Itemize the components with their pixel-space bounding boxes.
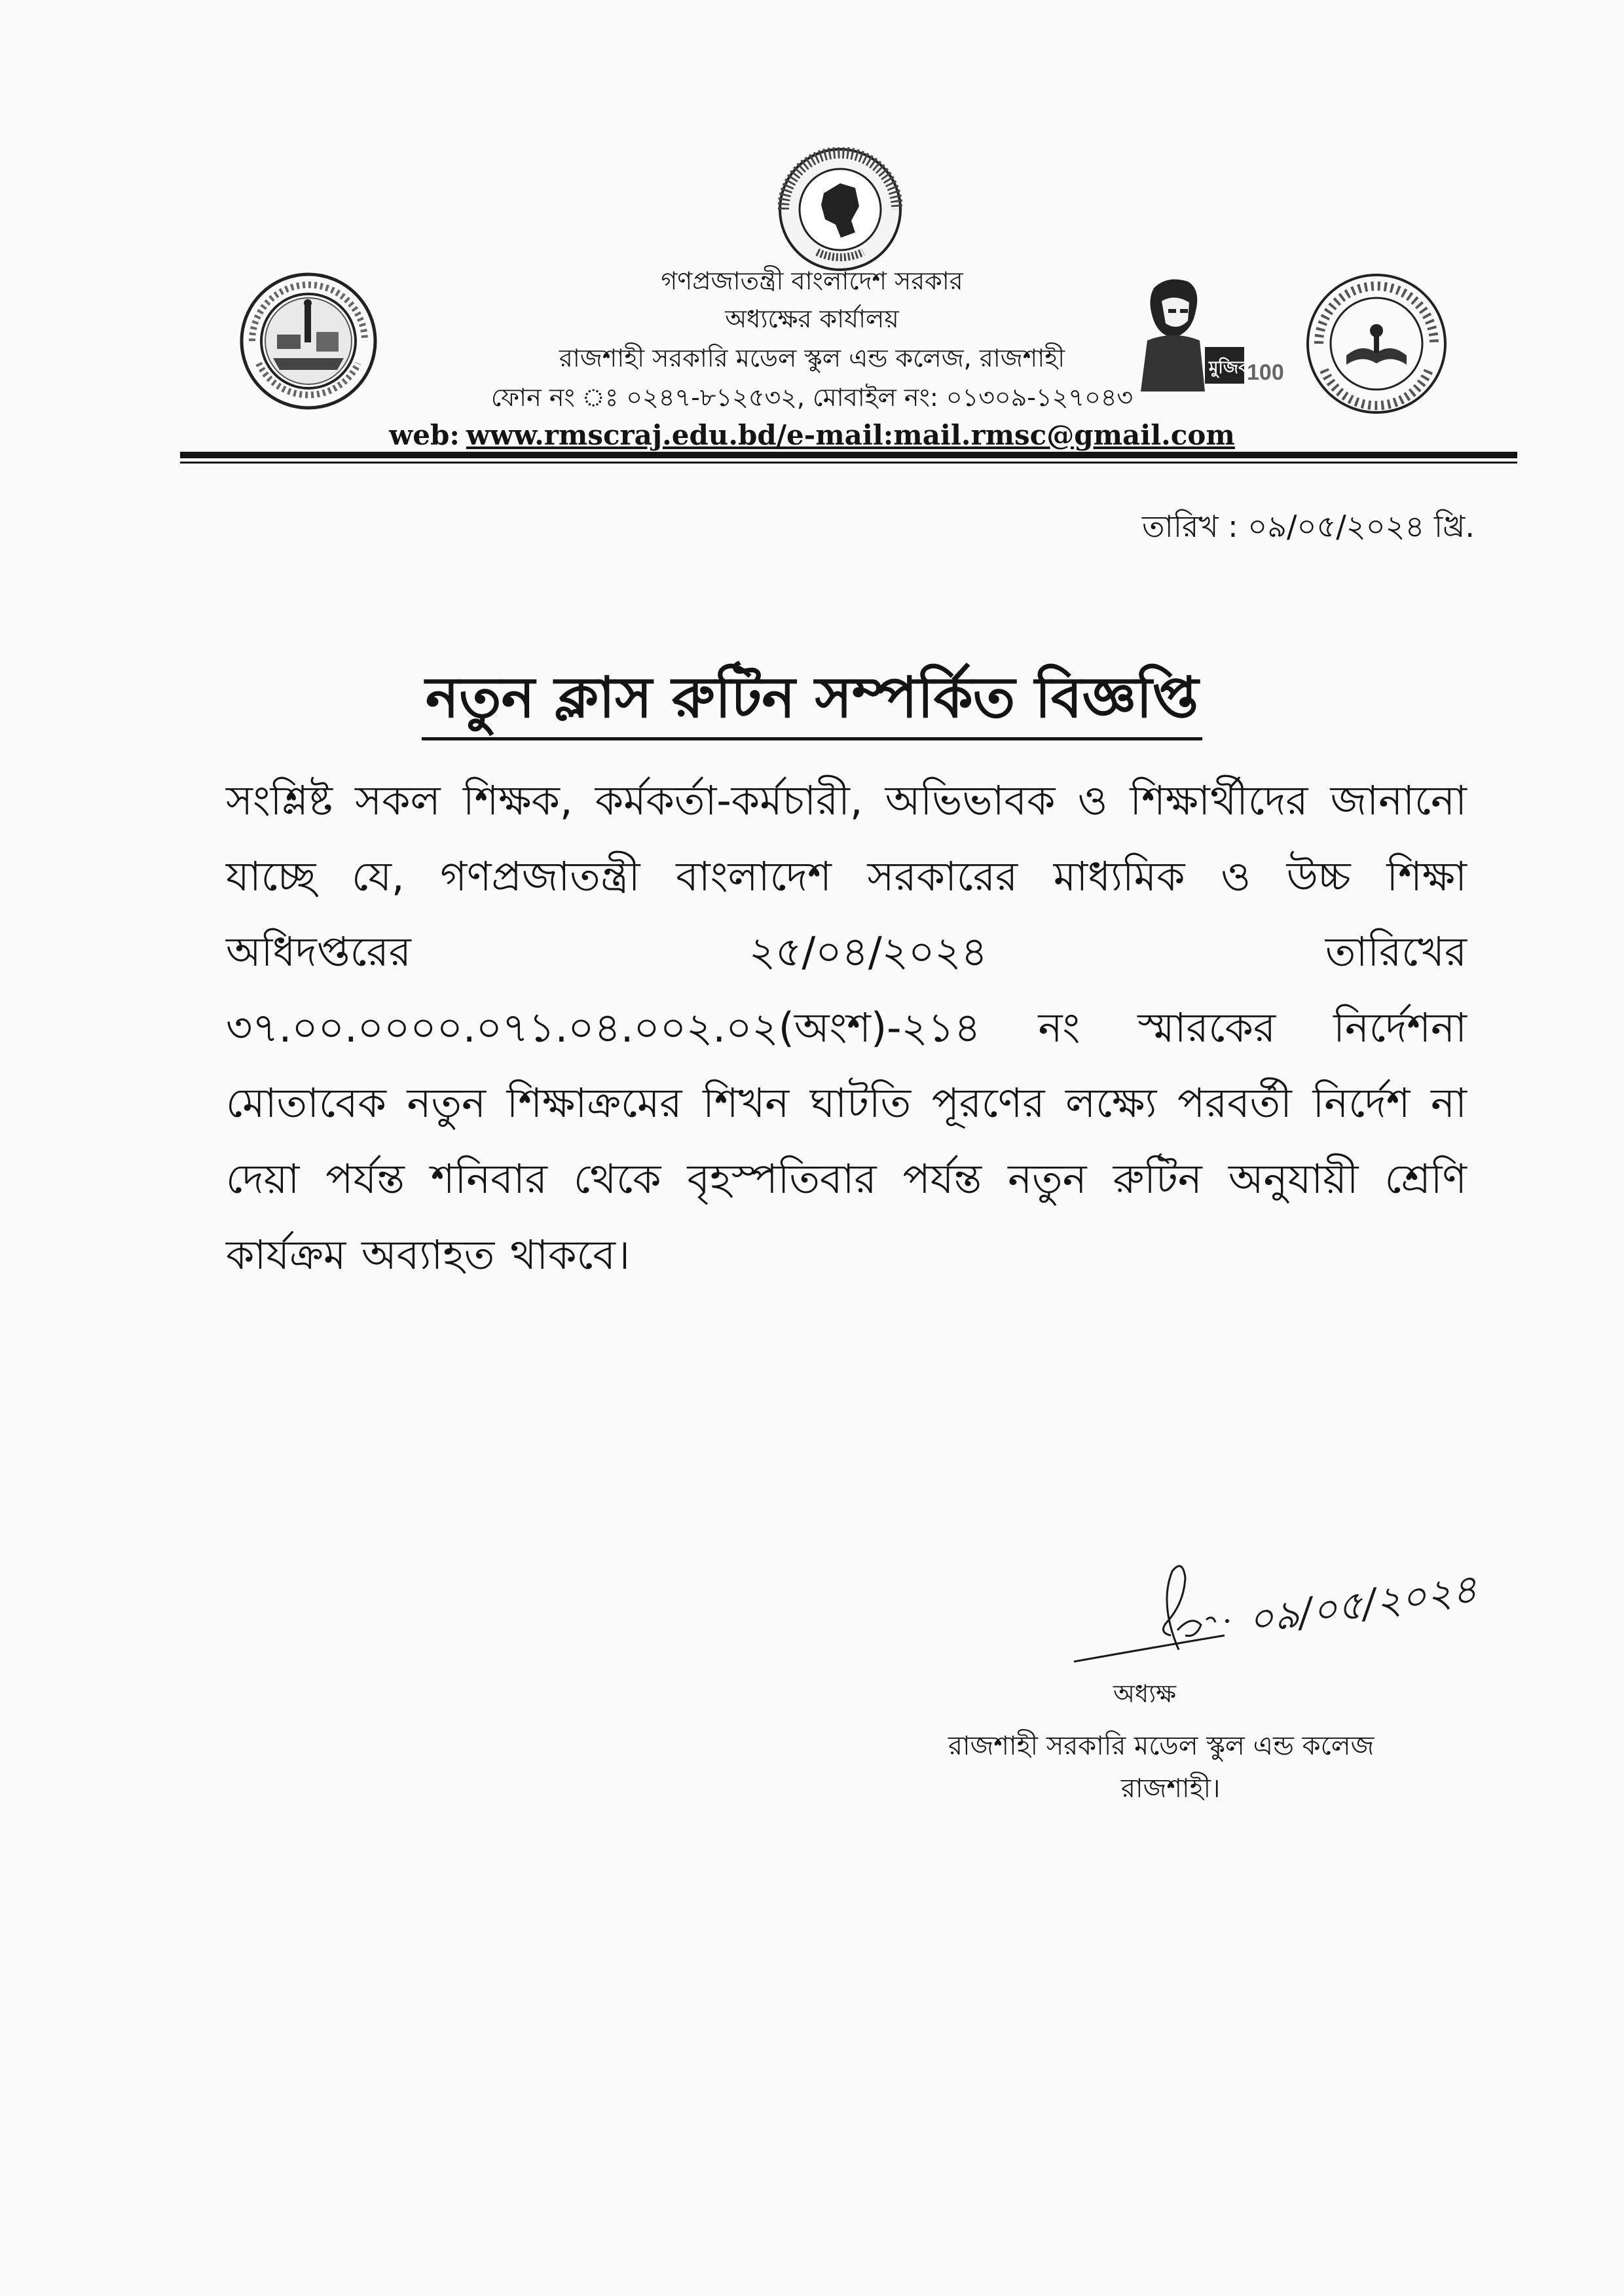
svg-text:100: 100 xyxy=(1247,360,1284,385)
header-divider-thin xyxy=(180,462,1517,464)
notice-title xyxy=(0,655,1624,748)
letterhead-institution: রাজশাহী সরকারি মডেল স্কুল এন্ড কলেজ, রাজশাহী xyxy=(559,344,1065,373)
header-divider-thick xyxy=(180,452,1517,458)
signatory-city: রাজশাহী। xyxy=(1121,1774,1221,1804)
letterhead-web xyxy=(0,419,1624,451)
svg-text:মুজিব: মুজিব xyxy=(1209,357,1248,377)
signatory-designation: অধ্যক্ষ xyxy=(1113,1679,1177,1708)
web-label: web: xyxy=(389,419,460,451)
notice-body: সংশ্লিষ্ট সকল শিক্ষক, কর্মকর্তা-কর্মচারী, অভিভাবক ও শিক্ষার্থীদের জানানো যাচ্ছে যে, গণপ্রজাতন্ত্রী বাংলাদেশ সরকারের মাধ্যমিক ও উচ্চ শিক্ষা অধিদপ্তরের ২৫/০৪/২০২৪ তারিখের ৩৭.০০.০০০০.০৭১.০৪.০০২.০২(অংশ)-২১৪ নং স্মারকের নির্দেশনা মোতাবেক নতুন শিক্ষাক্রমের শিখন ঘাটতি পূরণের লক্ষ্যে পরবর্তী নির্দেশ না দেয়া পর্যন্ত শনিবার থেকে বৃহস্পতিবার পর্যন্ত নতুন রুটিন অনুযায়ী শ্রেণি কার্যক্রম অব্যাহত থাকবে। xyxy=(226,776,1467,1279)
letterhead-govt: গণপ্রজাতন্ত্রী বাংলাদেশ সরকার xyxy=(661,266,963,295)
letterhead-contact: ফোন নং ঃ ০২৪৭-৮১২৫৩২, মোবাইল নং: ০১৩০৯-১২৭০৪৩ xyxy=(490,383,1134,412)
web-email-link[interactable]: www.rmscraj.edu.bd/e-mail:mail.rmsc@gmail.com xyxy=(466,419,1235,451)
signatory-institution: রাজশাহী সরকারি মডেল স্কুল এন্ড কলেজ xyxy=(948,1731,1375,1761)
signature-date: ০৯/০৫/২০২৪ xyxy=(1245,1565,1481,1644)
notice-date: তারিখ : ০৯/০৫/২০২৪ খ্রি. xyxy=(1142,509,1475,544)
signature-scribble-icon xyxy=(1061,1552,1270,1683)
letterhead-office: অধ্যক্ষের কার্যালয় xyxy=(725,304,899,333)
notice-title-text: নতুন ক্লাস রুটিন সম্পর্কিত বিজ্ঞপ্তি xyxy=(422,665,1203,740)
government-seal-icon xyxy=(778,147,902,272)
